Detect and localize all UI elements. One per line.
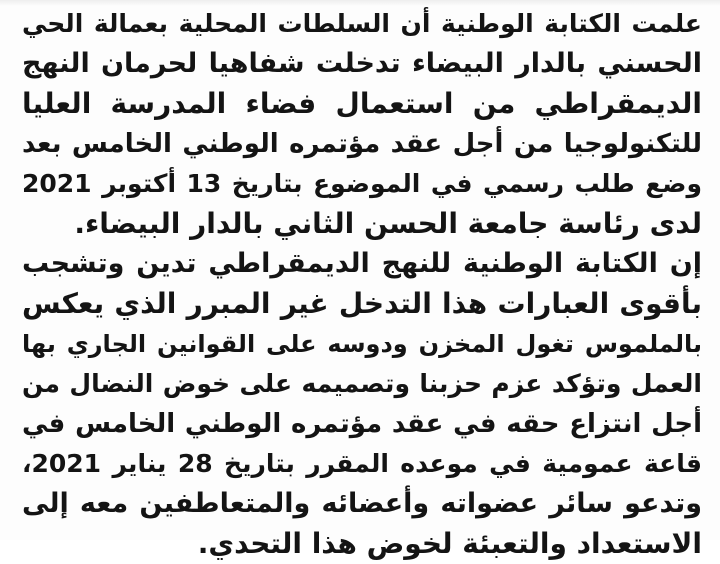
text-line-4: للتكنولوجيا من أجل عقد مؤتمره الوطني الخامس بعد <box>22 129 702 159</box>
text-line-14: الاستعداد والتعبئة لخوض هذا التحدي. <box>197 527 702 560</box>
text-line-5: وضع طلب رسمي في الموضوع بتاريخ 13 أكتوبر 2021 <box>22 169 702 198</box>
text-line-3: الديمقراطي من استعمال فضاء المدرسة العليا <box>22 87 702 120</box>
text-line-2: الحسني بالدار البيضاء تدخلت شفاهيا لحرمان النهج <box>22 48 702 79</box>
text-line-10: العمل وتؤكد عزم حزبنا وتصميمه على خوض النضال من <box>22 369 702 398</box>
text-line-6: لدى رئاسة جامعة الحسن الثاني بالدار البيضاء. <box>74 207 702 240</box>
text-line-12: قاعة عمومية في موعده المقرر بتاريخ 28 يناير 2021، <box>22 449 702 478</box>
statement-text <box>22 4 702 560</box>
text-line-11: أجل انتزاع حقه في عقد مؤتمره الوطني الخامس في <box>22 409 702 439</box>
text-line-1: علمت الكتابة الوطنية أن السلطات المحلية بعمالة الحي <box>22 9 702 38</box>
text-line-8: بأقوى العبارات هذا التدخل غير المبرر الذي يعكس <box>22 287 702 320</box>
text-line-9: بالملموس تغول المخزن ودوسه على القوانين الجاري بها <box>22 330 702 358</box>
text-line-7: إن الكتابة الوطنية للنهج الديمقراطي تدين وتشجب <box>22 248 702 279</box>
text-line-13: وتدعو سائر عضواته وأعضائه والمتعاطفين معه إلى <box>22 488 702 519</box>
